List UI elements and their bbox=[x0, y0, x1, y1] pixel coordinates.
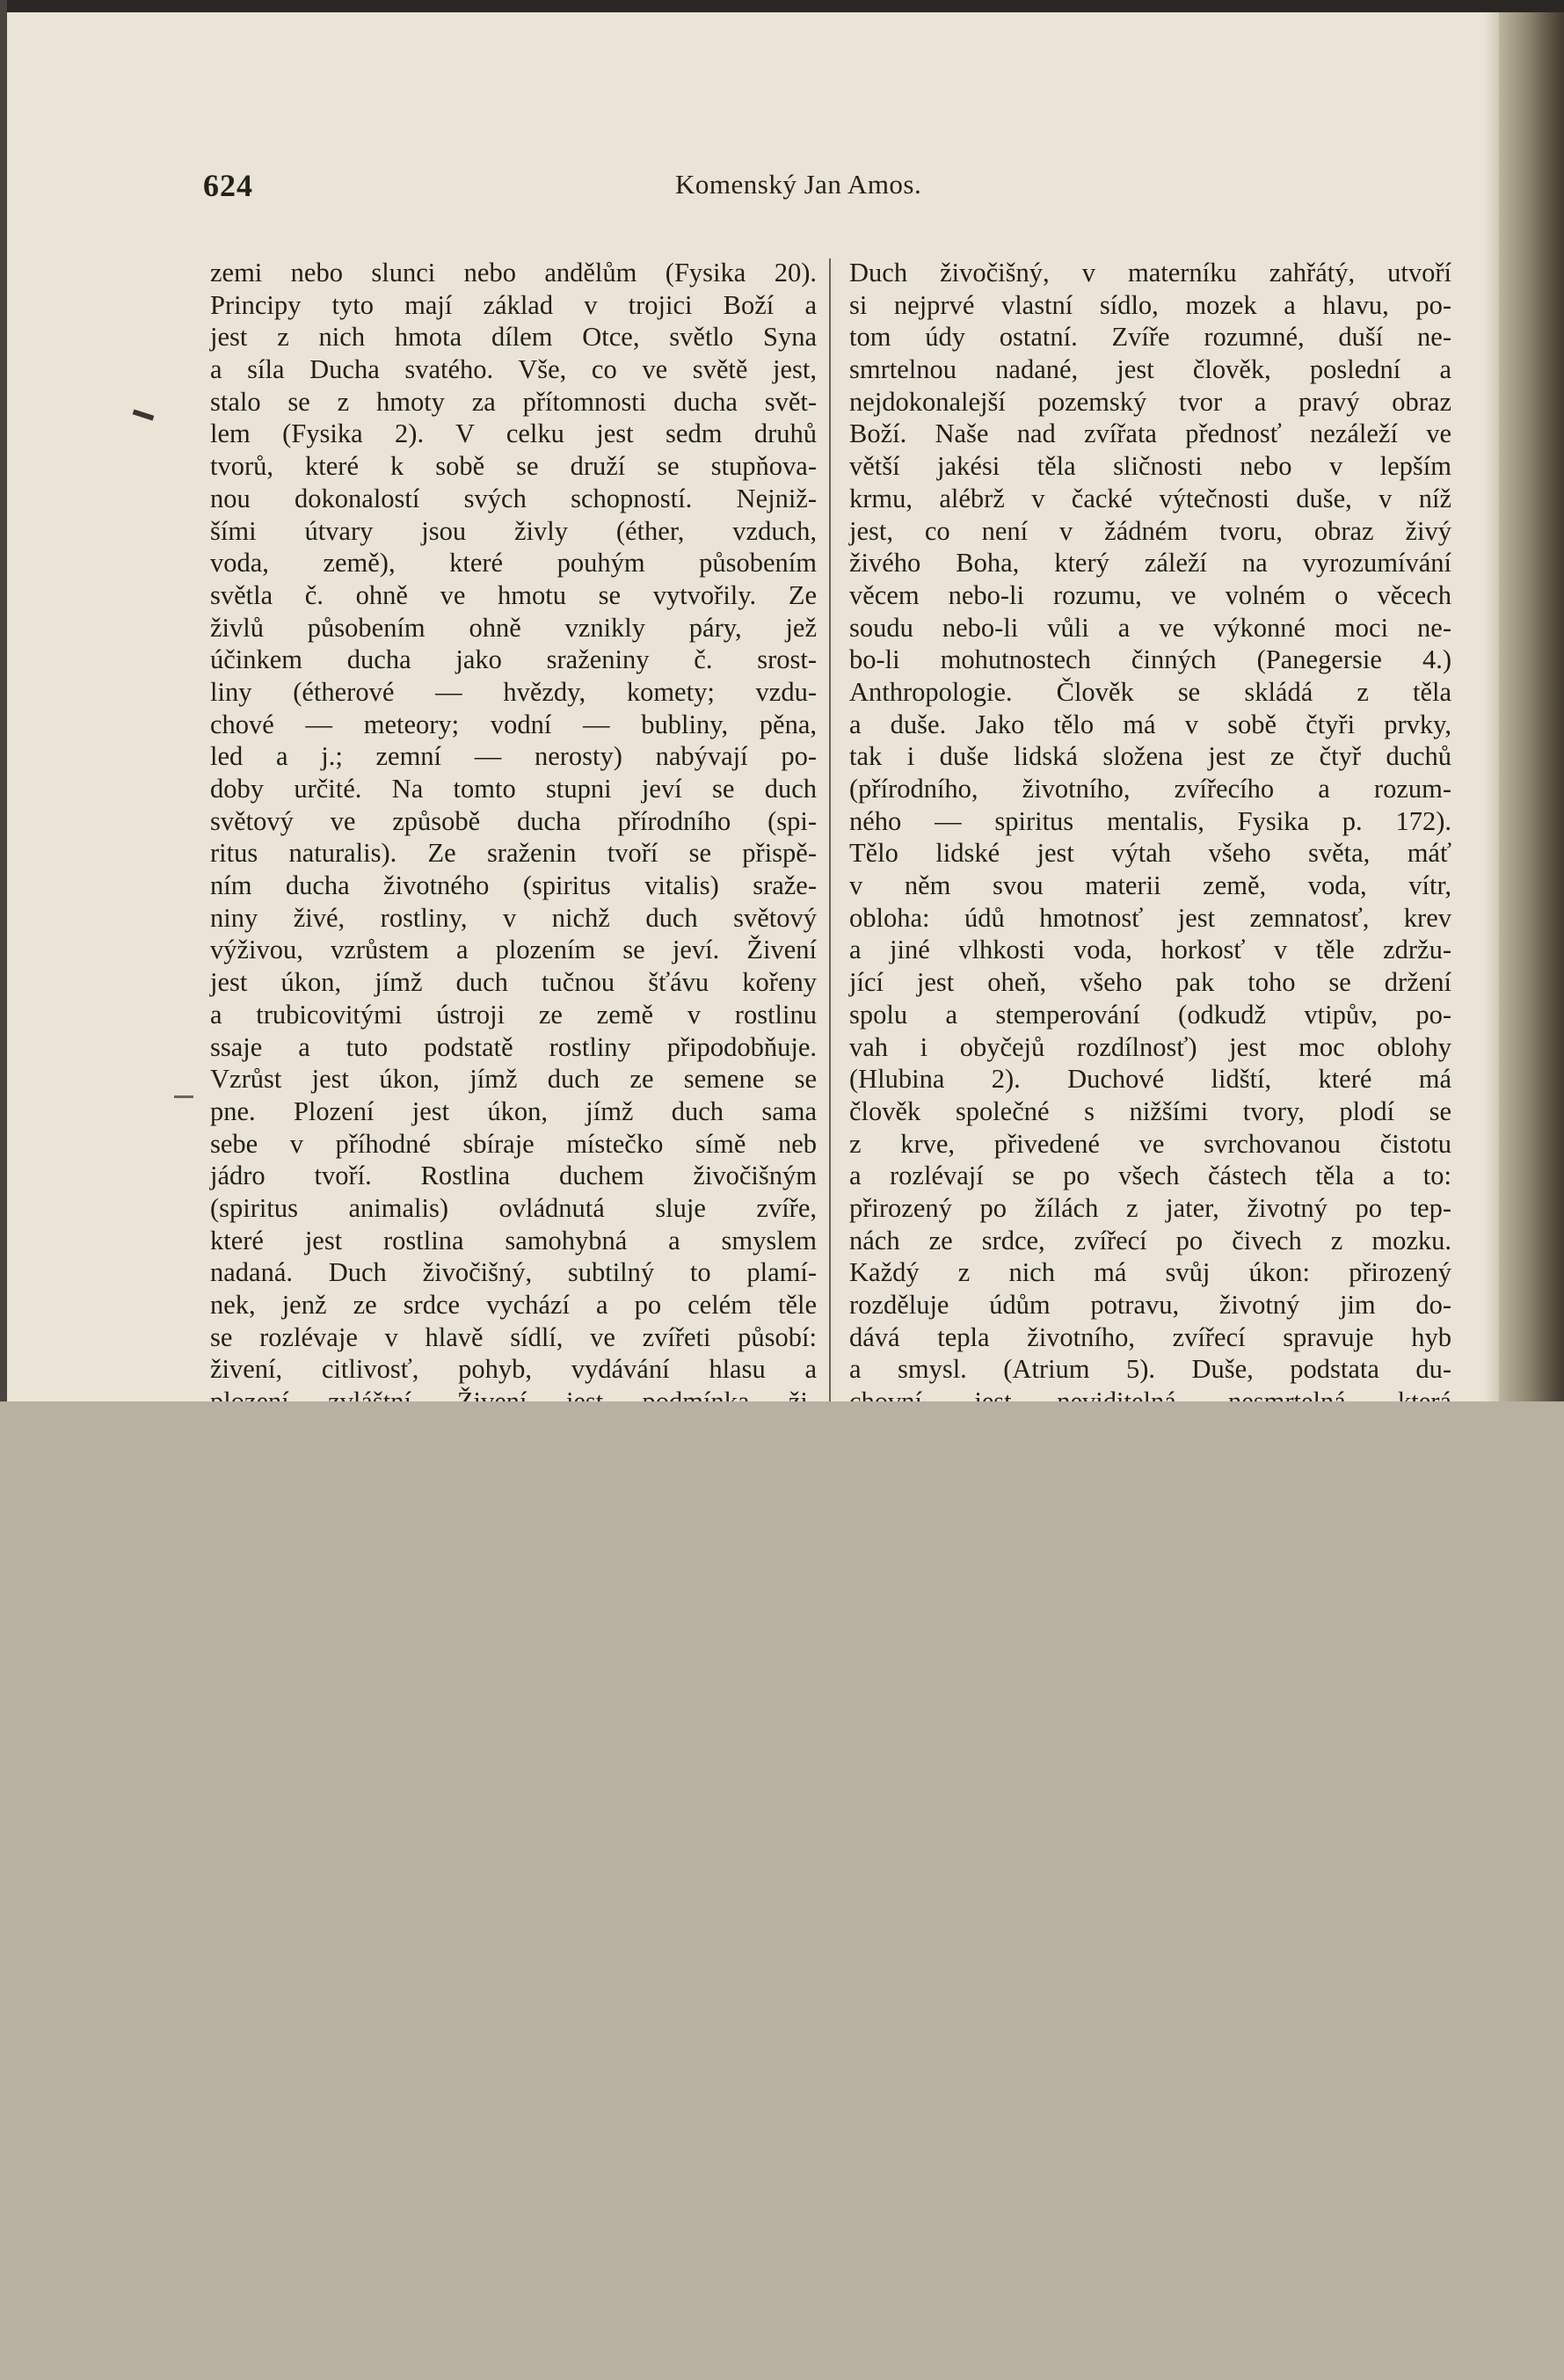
text-line: Tělo lidské jest výtah všeho světa, máť bbox=[849, 838, 1451, 869]
text-line: chové — meteory; vodní — bubliny, pěna, bbox=[210, 709, 817, 739]
text-line: ného — spiritus mentalis, Fysika p. 172). bbox=[849, 805, 1451, 836]
text-line: ním ducha životného (spiritus vitalis) sraže- bbox=[210, 870, 817, 901]
text-line: a duše. Jako tělo má v sobě čtyři prvky, bbox=[849, 709, 1451, 739]
right-text-column bbox=[849, 257, 1451, 1450]
text-line: zemi nebo slunci nebo andělům (Fysika 20). bbox=[210, 258, 817, 287]
text-line: (spiritus animalis) ovládnutá sluje zvíře, bbox=[210, 1192, 817, 1223]
text-line: liny (étherové — hvězdy, komety; vzdu- bbox=[210, 676, 817, 707]
page-gutter-shade bbox=[1484, 12, 1500, 1401]
text-line: lem (Fysika 2). V celku jest sedm druhů bbox=[210, 419, 817, 449]
text-line: dává tepla životního, zvířecí spravuje hyb bbox=[849, 1321, 1451, 1352]
margin-pencil-mark bbox=[133, 409, 155, 420]
text-line: jest úkon, jímž duch tučnou šťávu kořeny bbox=[210, 967, 817, 998]
text-line: účinkem ducha jako sraženiny č. srost- bbox=[210, 644, 817, 675]
text-line: (Hlubina 2). Duchové lidští, které má bbox=[849, 1064, 1451, 1095]
text-line: niny živé, rostliny, v nichž duch světový bbox=[210, 902, 817, 933]
page-number: 624 bbox=[203, 168, 253, 203]
text-line: a smysl. (Atrium 5). Duše, podstata du- bbox=[849, 1354, 1451, 1385]
text-line: ssaje a tuto podstatě rostliny připodobňuje. bbox=[210, 1031, 817, 1062]
text-line: smrtelnou nadané, jest člověk, poslední a bbox=[849, 354, 1451, 385]
text-line: nou dokonalostí svých schopností. Nejniž- bbox=[210, 483, 817, 513]
book-page bbox=[7, 12, 1537, 1401]
text-line: živení, citlivosť, pohyb, vydávání hlasu a bbox=[210, 1354, 817, 1385]
text-line: nek, jenž ze srdce vychází a po celém těle bbox=[210, 1290, 817, 1320]
text-line: a trubicovitými ústroji ze země v rostlinu bbox=[210, 999, 817, 1030]
text-line: člověk společné s nižšími tvory, plodí se bbox=[849, 1095, 1451, 1126]
text-line: větší jakési těla sličnosti nebo v lepším bbox=[849, 451, 1451, 482]
text-line: tom údy ostatní. Zvíře rozumné, duší ne- bbox=[849, 322, 1451, 353]
book-spine-shadow bbox=[1499, 12, 1564, 1407]
text-line: přirozený po žílách z jater, životný po tep- bbox=[849, 1192, 1451, 1223]
text-line: sebe v příhodné sbíraje místečko símě neb bbox=[210, 1128, 817, 1159]
text-line: (přírodního, životního, zvířecího a rozum- bbox=[849, 774, 1451, 804]
scan-left-edge bbox=[0, 0, 7, 1407]
margin-dash-mark bbox=[174, 1095, 193, 1098]
scan-top-edge bbox=[0, 0, 1564, 12]
text-line: z krve, přivedené ve svrchovanou čistotu bbox=[849, 1128, 1451, 1159]
text-line: soudu nebo-li vůli a ve výkonné moci ne- bbox=[849, 612, 1451, 643]
text-line: výživou, vzrůstem a plozením se jeví. Živení bbox=[210, 935, 817, 965]
text-line: věcem nebo-li rozumu, ve volném o věcech bbox=[849, 579, 1451, 610]
page-header bbox=[7, 167, 1537, 202]
text-line: Každý z nich má svůj úkon: přirozený bbox=[849, 1257, 1451, 1288]
left-text-column bbox=[210, 257, 817, 1450]
text-line: jící jest oheň, všeho pak toho se držení bbox=[849, 967, 1451, 998]
text-line: tak i duše lidská složena jest ze čtyř duchů bbox=[849, 741, 1451, 772]
text-line: si nejprvé vlastní sídlo, mozek a hlavu, po- bbox=[849, 289, 1451, 320]
text-line: Anthropologie. Člověk se skládá z těla bbox=[849, 676, 1451, 707]
text-line: nadaná. Duch živočišný, subtilný to plamí- bbox=[210, 1257, 817, 1288]
text-line: obloha: údů hmotnosť jest zemnatosť, krev bbox=[849, 902, 1451, 933]
text-line: a jiné vlhkosti voda, horkosť v těle zdržu- bbox=[849, 935, 1451, 965]
text-line: rozděluje údům potravu, životný jim do- bbox=[849, 1290, 1451, 1320]
text-line: Boží. Naše nad zvířata přednosť nezáleží ve bbox=[849, 419, 1451, 449]
text-line: tvorů, které k sobě se druží se stupňova- bbox=[210, 451, 817, 482]
text-line: krmu, alébrž v čacké výtečnosti duše, v níž bbox=[849, 483, 1451, 513]
text-line: v něm svou materii země, voda, vítr, bbox=[849, 870, 1451, 901]
text-line: jádro tvoří. Rostlina duchem živočišným bbox=[210, 1161, 817, 1191]
text-line: a rozlévají se po všech částech těla a to: bbox=[849, 1161, 1451, 1191]
text-line: pne. Plození jest úkon, jímž duch sama bbox=[210, 1095, 817, 1126]
text-line: živého Boha, který záleží na vyrozumívání bbox=[849, 548, 1451, 579]
text-line: stalo se z hmoty za přítomnosti ducha svět- bbox=[210, 386, 817, 417]
scan-bottom-area bbox=[0, 1401, 1564, 2380]
text-line: doby určité. Na tomto stupni jeví se duch bbox=[210, 774, 817, 804]
text-line: světový ve způsobě ducha přírodního (spi- bbox=[210, 805, 817, 836]
text-line: Principy tyto mají základ v trojici Boží a bbox=[210, 289, 817, 320]
text-line: voda, země), které pouhým působením bbox=[210, 548, 817, 579]
text-line: jest, co není v žádném tvoru, obraz živý bbox=[849, 515, 1451, 546]
column-divider bbox=[829, 258, 831, 1401]
running-head: Komenský Jan Amos. bbox=[675, 169, 922, 200]
text-line: světla č. ohně ve hmotu se vytvořily. Ze bbox=[210, 579, 817, 610]
text-line: živlů působením ohně vznikly páry, jež bbox=[210, 612, 817, 643]
text-line: spolu a stemperování (odkudž vtipův, po- bbox=[849, 999, 1451, 1030]
text-line: jest z nich hmota dílem Otce, světlo Syna bbox=[210, 322, 817, 353]
text-line: které jest rostlina samohybná a smyslem bbox=[210, 1225, 817, 1256]
text-line: nejdokonalejší pozemský tvor a pravý obraz bbox=[849, 386, 1451, 417]
text-line: bo-li mohutnostech činných (Panegersie 4.) bbox=[849, 644, 1451, 675]
text-line: Vzrůst jest úkon, jímž duch ze semene se bbox=[210, 1064, 817, 1095]
text-line: se rozlévaje v hlavě sídlí, ve zvířeti působí: bbox=[210, 1321, 817, 1352]
text-line: šími útvary jsou živly (éther, vzduch, bbox=[210, 515, 817, 546]
text-line: ritus naturalis). Ze sraženin tvoří se přispě- bbox=[210, 838, 817, 869]
text-line: led a j.; zemní — nerosty) nabývají po- bbox=[210, 741, 817, 772]
text-line: a síla Ducha svatého. Vše, co ve světě jest, bbox=[210, 354, 817, 385]
text-line: nách ze srdce, zvířecí po čivech z mozku. bbox=[849, 1225, 1451, 1256]
text-line: vah i obyčejů rozdílnosť) jest moc oblohy bbox=[849, 1031, 1451, 1062]
text-line: Duch živočišný, v materníku zahřátý, utvoří bbox=[849, 258, 1451, 287]
